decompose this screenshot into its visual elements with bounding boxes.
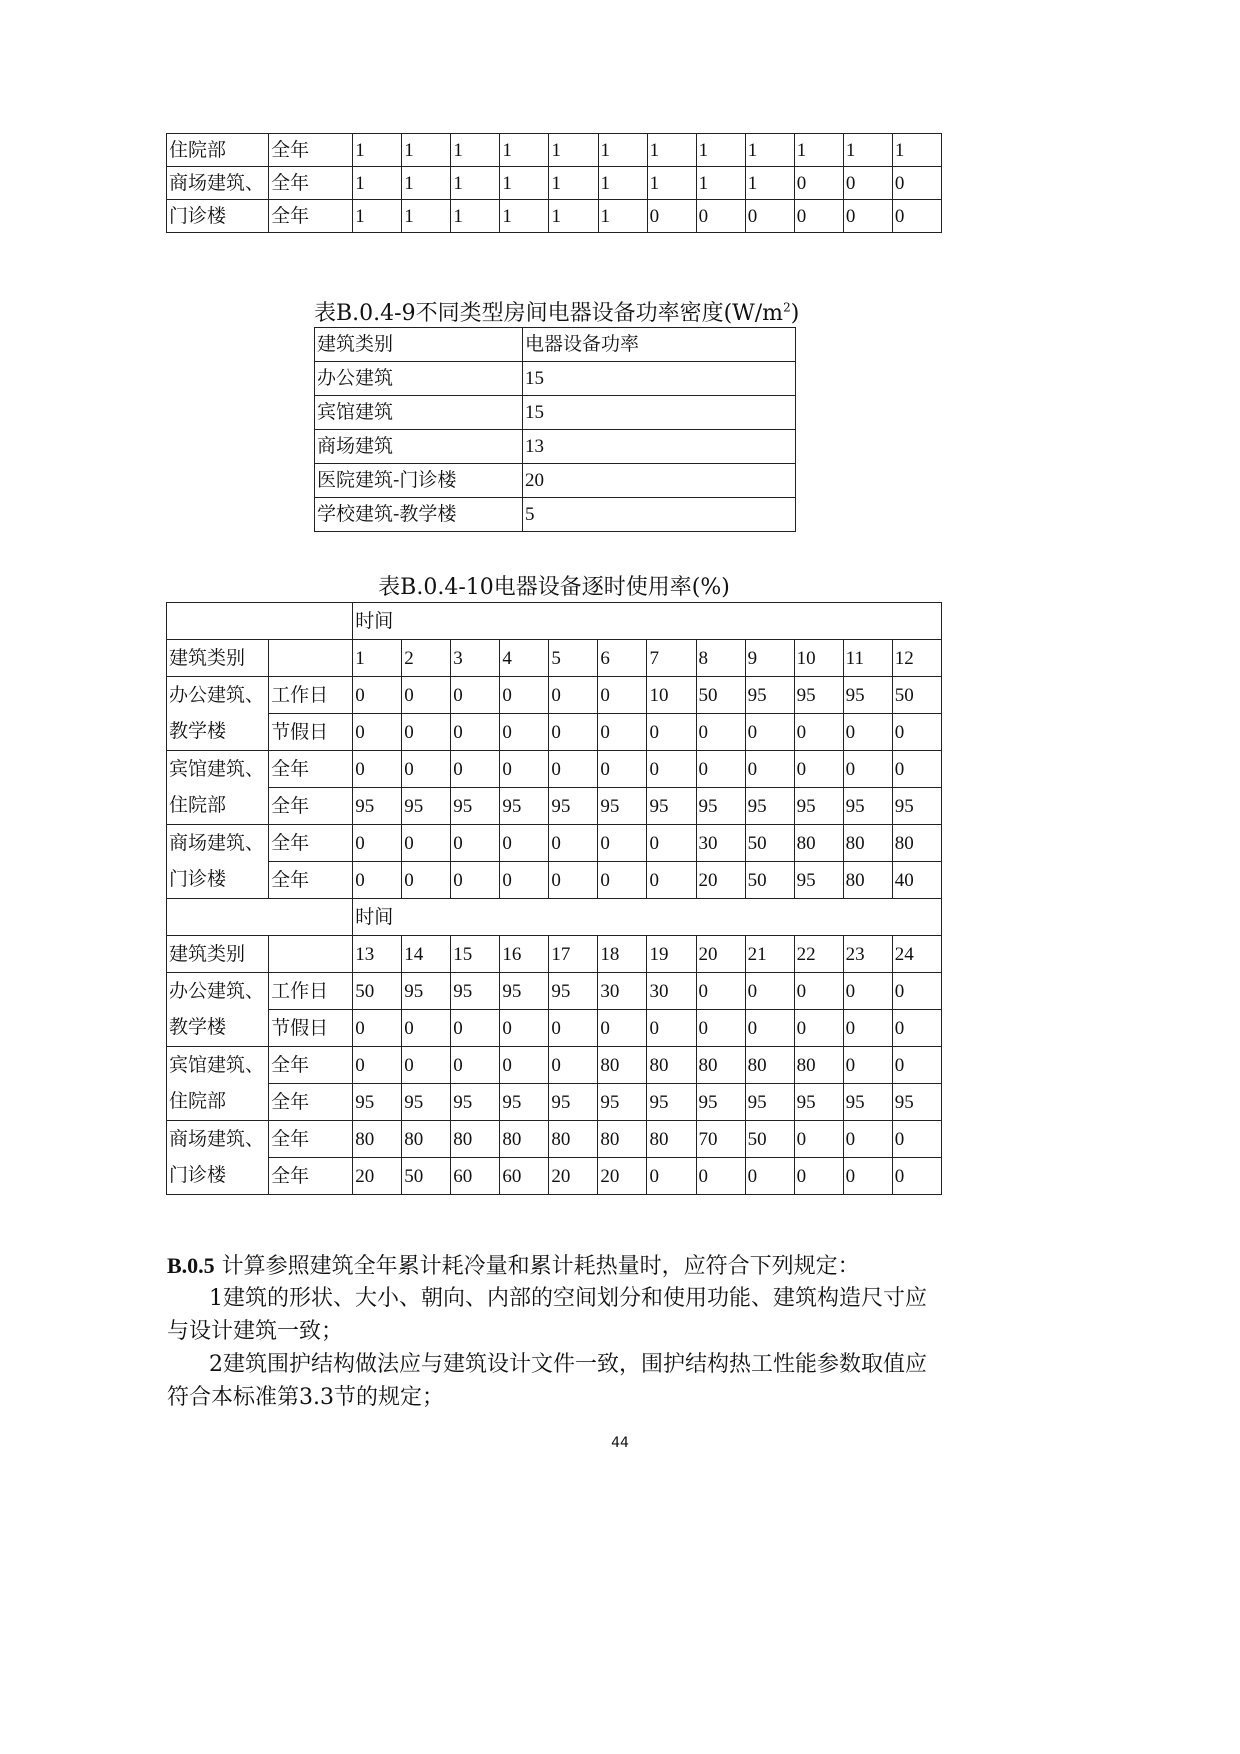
value-cell: 95 (549, 1084, 598, 1121)
hour-cell: 3 (451, 640, 500, 677)
value-cell: 0 (843, 1010, 892, 1047)
time-header-row (167, 899, 942, 936)
value-cell: 1 (451, 167, 500, 200)
value-cell: 0 (353, 1010, 402, 1047)
value-cell: 0 (794, 973, 843, 1010)
value-cell: 0 (451, 1010, 500, 1047)
value-cell: 0 (892, 1047, 941, 1084)
value-cell: 0 (598, 751, 647, 788)
value-cell: 0 (696, 973, 745, 1010)
value-cell: 1 (500, 200, 549, 233)
table-usage-rate (166, 602, 942, 1195)
value-cell: 1 (500, 167, 549, 200)
value-cell: 50 (353, 973, 402, 1010)
value-cell: 95 (451, 788, 500, 825)
section-intro-text: 计算参照建筑全年累计耗冷量和累计耗热量时，应符合下列规定： (214, 1254, 860, 1279)
value-cell: 80 (794, 1047, 843, 1084)
hour-cell: 18 (598, 936, 647, 973)
table-row (315, 362, 796, 396)
page-number: 44 (611, 1435, 629, 1451)
value-cell: 0 (500, 1047, 549, 1084)
value-cell: 95 (353, 788, 402, 825)
value-cell: 95 (402, 788, 451, 825)
category-cell: 商场建筑、 门诊楼 (167, 1121, 269, 1195)
value-cell: 1 (353, 200, 402, 233)
period-cell: 全年 (269, 1084, 353, 1121)
value-cell: 80 (745, 1047, 794, 1084)
value-cell: 95 (696, 1084, 745, 1121)
value-cell: 80 (549, 1121, 598, 1158)
period-cell: 工作日 (269, 973, 353, 1010)
value-cell: 95 (843, 677, 892, 714)
time-label-cell: 时间 (353, 603, 942, 640)
category-cell: 住院部 (167, 134, 269, 167)
hour-cell: 9 (745, 640, 794, 677)
value-cell: 95 (843, 788, 892, 825)
table-row (167, 677, 942, 714)
value-cell: 95 (892, 788, 941, 825)
value-cell: 0 (843, 1158, 892, 1195)
hour-cell: 14 (402, 936, 451, 973)
value-cell: 1 (353, 167, 402, 200)
table-power-caption: 表B.0.4-9不同类型房间电器设备功率密度$(W/m^2)$ (314, 300, 800, 326)
value-cell: 50 (745, 1121, 794, 1158)
value-cell: 0 (402, 714, 451, 751)
table-row (167, 714, 942, 751)
value-cell: 80 (843, 825, 892, 862)
hour-cell: 15 (451, 936, 500, 973)
value-cell: 0 (696, 1158, 745, 1195)
value-cell: 80 (892, 825, 941, 862)
value-cell: 0 (451, 714, 500, 751)
table-row (167, 1010, 942, 1047)
category-label-cell: 建筑类别 (167, 640, 269, 677)
value-cell: 1 (696, 134, 745, 167)
value-cell: 0 (794, 714, 843, 751)
hour-header-row (167, 936, 942, 973)
value-cell: 0 (745, 1158, 794, 1195)
value-cell: 80 (402, 1121, 451, 1158)
value-cell: 0 (892, 1121, 941, 1158)
period-cell: 全年 (269, 1047, 353, 1084)
category-cell: 宾馆建筑、 住院部 (167, 1047, 269, 1121)
power-value-cell: 15 (523, 362, 796, 396)
table-row (167, 825, 942, 862)
hour-cell: 10 (794, 640, 843, 677)
value-cell: 0 (843, 200, 892, 233)
value-cell: 0 (843, 167, 892, 200)
value-cell: 0 (794, 751, 843, 788)
value-cell: 50 (696, 677, 745, 714)
value-cell: 0 (353, 862, 402, 899)
value-cell: 50 (892, 677, 941, 714)
table-row (167, 1158, 942, 1195)
value-cell: 80 (843, 862, 892, 899)
value-cell: 20 (549, 1158, 598, 1195)
value-cell: 95 (745, 1084, 794, 1121)
power-value-cell: 15 (523, 396, 796, 430)
value-cell: 0 (549, 1010, 598, 1047)
table-row (167, 167, 942, 200)
header-cell: 电器设备功率 (523, 328, 796, 362)
power-value-cell: 13 (523, 430, 796, 464)
table-row (167, 1047, 942, 1084)
value-cell: 0 (794, 1158, 843, 1195)
hour-cell: 7 (647, 640, 696, 677)
value-cell: 1 (451, 134, 500, 167)
value-cell: 80 (647, 1121, 696, 1158)
value-cell: 0 (353, 1047, 402, 1084)
hour-cell: 19 (647, 936, 696, 973)
value-cell: 0 (500, 714, 549, 751)
value-cell: 0 (353, 677, 402, 714)
value-cell: 1 (402, 134, 451, 167)
value-cell: 0 (402, 862, 451, 899)
value-cell: 95 (549, 973, 598, 1010)
hour-cell: 11 (843, 640, 892, 677)
value-cell: 0 (402, 825, 451, 862)
hour-cell: 1 (353, 640, 402, 677)
value-cell: 20 (696, 862, 745, 899)
table-row (167, 862, 942, 899)
value-cell: 95 (451, 1084, 500, 1121)
category-cell: 商场建筑、 门诊楼 (167, 825, 269, 899)
period-cell: 节假日 (269, 714, 353, 751)
value-cell: 0 (843, 714, 892, 751)
building-type-cell: 宾馆建筑 (315, 396, 523, 430)
period-cell: 全年 (269, 167, 353, 200)
value-cell: 1 (500, 134, 549, 167)
value-cell: 0 (745, 200, 794, 233)
value-cell: 0 (598, 677, 647, 714)
value-cell: 0 (647, 714, 696, 751)
value-cell: 0 (353, 751, 402, 788)
value-cell: 95 (794, 862, 843, 899)
category-cell: 宾馆建筑、 住院部 (167, 751, 269, 825)
empty-cell (167, 899, 353, 936)
value-cell: 80 (598, 1047, 647, 1084)
hour-cell: 16 (500, 936, 549, 973)
value-cell: 0 (451, 862, 500, 899)
value-cell: 95 (500, 788, 549, 825)
hour-cell: 20 (696, 936, 745, 973)
empty-cell (269, 640, 353, 677)
value-cell: 0 (892, 1010, 941, 1047)
value-cell: 1 (598, 134, 647, 167)
value-cell: 0 (402, 1047, 451, 1084)
period-cell: 全年 (269, 1158, 353, 1195)
value-cell: 50 (745, 825, 794, 862)
value-cell: 0 (598, 825, 647, 862)
value-cell: 1 (794, 134, 843, 167)
hour-cell: 21 (745, 936, 794, 973)
value-cell: 1 (745, 167, 794, 200)
table-row (167, 973, 942, 1010)
value-cell: 0 (647, 825, 696, 862)
value-cell: 0 (745, 751, 794, 788)
value-cell: 10 (647, 677, 696, 714)
table-row (167, 751, 942, 788)
value-cell: 1 (647, 134, 696, 167)
building-type-cell: 学校建筑-教学楼 (315, 498, 523, 532)
value-cell: 1 (402, 200, 451, 233)
value-cell: 0 (696, 200, 745, 233)
table-top-continuation (166, 133, 942, 233)
period-cell: 全年 (269, 200, 353, 233)
hour-cell: 4 (500, 640, 549, 677)
value-cell: 0 (794, 1121, 843, 1158)
building-type-cell: 医院建筑-门诊楼 (315, 464, 523, 498)
value-cell: 0 (598, 714, 647, 751)
building-type-cell: 商场建筑 (315, 430, 523, 464)
value-cell: 0 (549, 751, 598, 788)
value-cell: 0 (500, 1010, 549, 1047)
category-cell: 门诊楼 (167, 200, 269, 233)
period-cell: 全年 (269, 862, 353, 899)
value-cell: 95 (794, 788, 843, 825)
value-cell: 0 (892, 167, 941, 200)
value-cell: 0 (892, 714, 941, 751)
period-cell: 全年 (269, 825, 353, 862)
hour-header-row (167, 640, 942, 677)
value-cell: 0 (549, 714, 598, 751)
time-header-row (167, 603, 942, 640)
table-row (167, 1121, 942, 1158)
value-cell: 0 (451, 677, 500, 714)
value-cell: 0 (745, 973, 794, 1010)
value-cell: 0 (696, 751, 745, 788)
value-cell: 0 (794, 1010, 843, 1047)
table-row (315, 430, 796, 464)
value-cell: 1 (647, 167, 696, 200)
period-cell: 全年 (269, 1121, 353, 1158)
value-cell: 80 (794, 825, 843, 862)
value-cell: 0 (402, 1010, 451, 1047)
category-label-cell: 建筑类别 (167, 936, 269, 973)
category-cell: 办公建筑、 教学楼 (167, 973, 269, 1047)
value-cell: 0 (892, 973, 941, 1010)
value-cell: 0 (549, 677, 598, 714)
value-cell: 95 (843, 1084, 892, 1121)
value-cell: 0 (598, 1010, 647, 1047)
value-cell: 20 (598, 1158, 647, 1195)
value-cell: 60 (500, 1158, 549, 1195)
value-cell: 0 (843, 1047, 892, 1084)
value-cell: 0 (647, 1158, 696, 1195)
value-cell: 95 (598, 788, 647, 825)
value-cell: 0 (402, 677, 451, 714)
value-cell: 1 (549, 200, 598, 233)
value-cell: 0 (843, 1121, 892, 1158)
value-cell: 0 (794, 167, 843, 200)
table-row (167, 1084, 942, 1121)
period-cell: 全年 (269, 751, 353, 788)
power-value-cell: 20 (523, 464, 796, 498)
value-cell: 30 (696, 825, 745, 862)
section-item-2: 2建筑围护结构做法应与建筑设计文件一致，围护结构热工性能参数取值应符合本标准第3.3节的规定； (167, 1352, 927, 1410)
value-cell: 95 (402, 1084, 451, 1121)
hour-cell: 17 (549, 936, 598, 973)
value-cell: 1 (549, 167, 598, 200)
table-header-row (315, 328, 796, 362)
value-cell: 80 (598, 1121, 647, 1158)
value-cell: 0 (892, 200, 941, 233)
table-row (167, 134, 942, 167)
table-row (315, 464, 796, 498)
value-cell: 0 (500, 677, 549, 714)
value-cell: 0 (647, 862, 696, 899)
building-type-cell: 办公建筑 (315, 362, 523, 396)
header-cell: 建筑类别 (315, 328, 523, 362)
value-cell: 70 (696, 1121, 745, 1158)
value-cell: 95 (647, 788, 696, 825)
section-item-1: 1建筑的形状、大小、朝向、内部的空间划分和使用功能、建筑构造尺寸应与设计建筑一致； (167, 1286, 927, 1344)
value-cell: 1 (598, 167, 647, 200)
table-row (167, 200, 942, 233)
section-b05-intro (167, 1249, 947, 1283)
value-cell: 80 (647, 1047, 696, 1084)
value-cell: 0 (647, 200, 696, 233)
value-cell: 0 (451, 825, 500, 862)
value-cell: 1 (451, 200, 500, 233)
hour-cell: 24 (892, 936, 941, 973)
power-value-cell: 5 (523, 498, 796, 532)
table-row (315, 396, 796, 430)
value-cell: 0 (843, 751, 892, 788)
value-cell: 50 (745, 862, 794, 899)
value-cell: 0 (451, 751, 500, 788)
value-cell: 95 (892, 1084, 941, 1121)
period-cell: 全年 (269, 788, 353, 825)
value-cell: 50 (402, 1158, 451, 1195)
section-number: B.0.5 (167, 1253, 215, 1278)
hour-cell: 13 (353, 936, 402, 973)
value-cell: 80 (696, 1047, 745, 1084)
value-cell: 95 (549, 788, 598, 825)
value-cell: 95 (500, 1084, 549, 1121)
value-cell: 1 (843, 134, 892, 167)
value-cell: 95 (647, 1084, 696, 1121)
value-cell: 0 (647, 751, 696, 788)
value-cell: 0 (549, 1047, 598, 1084)
value-cell: 30 (598, 973, 647, 1010)
value-cell: 0 (843, 973, 892, 1010)
table-row (167, 788, 942, 825)
value-cell: 80 (451, 1121, 500, 1158)
hour-cell: 2 (402, 640, 451, 677)
value-cell: 0 (892, 751, 941, 788)
table-usage-caption: 表B.0.4-10电器设备逐时使用率(%) (378, 575, 730, 600)
value-cell: 60 (451, 1158, 500, 1195)
value-cell: 0 (549, 862, 598, 899)
value-cell: 1 (598, 200, 647, 233)
value-cell: 30 (647, 973, 696, 1010)
value-cell: 40 (892, 862, 941, 899)
value-cell: 1 (402, 167, 451, 200)
table-row (315, 498, 796, 532)
value-cell: 0 (353, 714, 402, 751)
value-cell: 1 (696, 167, 745, 200)
category-cell: 商场建筑、 (167, 167, 269, 200)
category-cell: 办公建筑、 教学楼 (167, 677, 269, 751)
value-cell: 20 (353, 1158, 402, 1195)
value-cell: 80 (353, 1121, 402, 1158)
value-cell: 0 (500, 825, 549, 862)
period-cell: 工作日 (269, 677, 353, 714)
value-cell: 95 (353, 1084, 402, 1121)
value-cell: 0 (500, 862, 549, 899)
empty-cell (269, 936, 353, 973)
table-power-density (314, 327, 796, 532)
period-cell: 节假日 (269, 1010, 353, 1047)
hour-cell: 8 (696, 640, 745, 677)
value-cell: 95 (500, 973, 549, 1010)
value-cell: 0 (451, 1047, 500, 1084)
time-label-cell: 时间 (353, 899, 942, 936)
value-cell: 1 (892, 134, 941, 167)
value-cell: 1 (353, 134, 402, 167)
value-cell: 95 (794, 677, 843, 714)
value-cell: 95 (696, 788, 745, 825)
hour-cell: 6 (598, 640, 647, 677)
value-cell: 0 (647, 1010, 696, 1047)
period-cell: 全年 (269, 134, 353, 167)
hour-cell: 12 (892, 640, 941, 677)
empty-cell (167, 603, 353, 640)
value-cell: 0 (598, 862, 647, 899)
value-cell: 95 (451, 973, 500, 1010)
hour-cell: 23 (843, 936, 892, 973)
value-cell: 0 (794, 200, 843, 233)
value-cell: 0 (353, 825, 402, 862)
value-cell: 80 (500, 1121, 549, 1158)
value-cell: 95 (598, 1084, 647, 1121)
value-cell: 0 (696, 1010, 745, 1047)
value-cell: 95 (402, 973, 451, 1010)
value-cell: 95 (794, 1084, 843, 1121)
value-cell: 0 (402, 751, 451, 788)
value-cell: 0 (745, 714, 794, 751)
value-cell: 1 (549, 134, 598, 167)
value-cell: 1 (745, 134, 794, 167)
hour-cell: 22 (794, 936, 843, 973)
value-cell: 0 (892, 1158, 941, 1195)
value-cell: 95 (745, 677, 794, 714)
value-cell: 0 (696, 714, 745, 751)
value-cell: 0 (745, 1010, 794, 1047)
value-cell: 95 (745, 788, 794, 825)
value-cell: 0 (549, 825, 598, 862)
hour-cell: 5 (549, 640, 598, 677)
value-cell: 0 (500, 751, 549, 788)
